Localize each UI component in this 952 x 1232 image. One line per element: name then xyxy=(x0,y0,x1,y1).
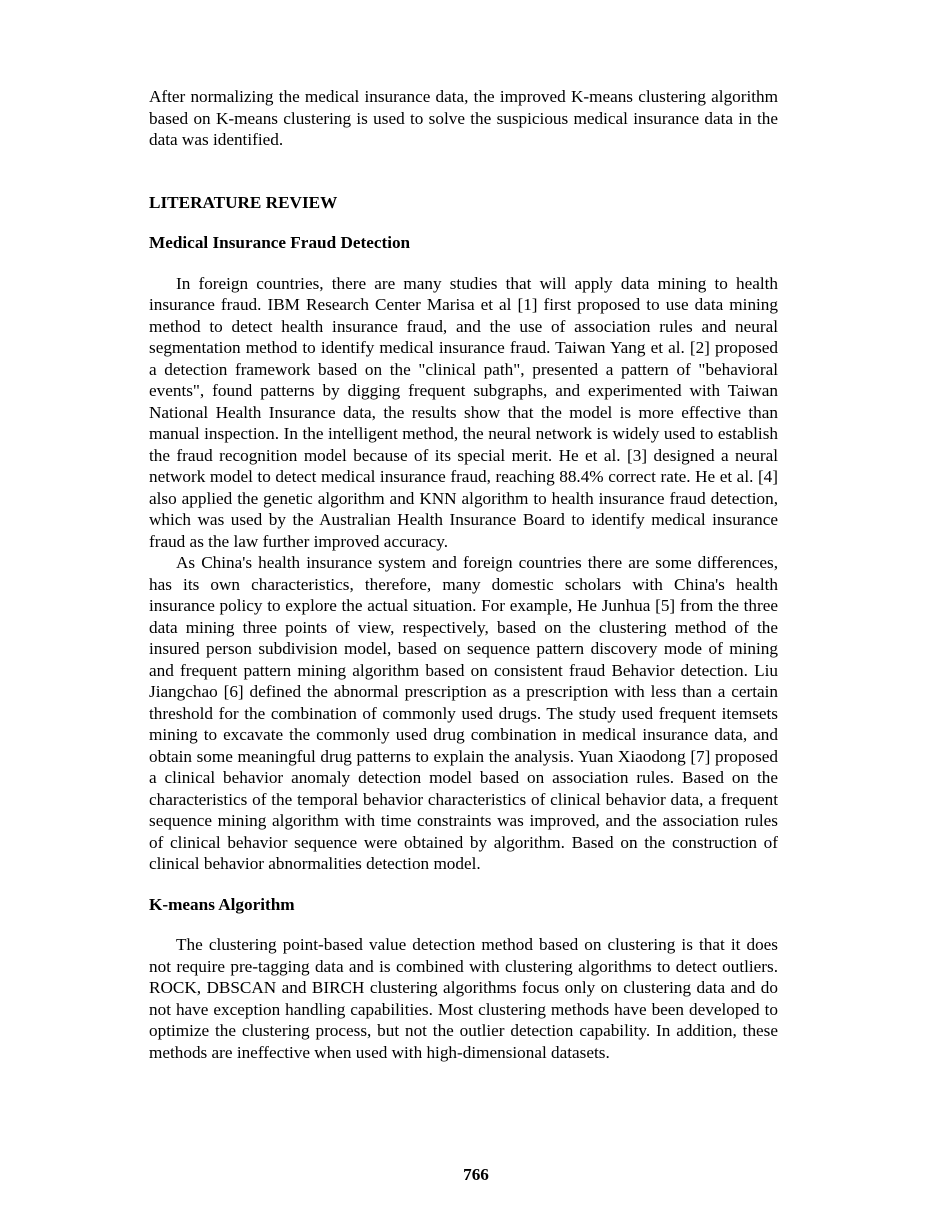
subsection-heading-fraud-detection: Medical Insurance Fraud Detection xyxy=(149,233,411,252)
intro-paragraph: After normalizing the medical insurance data, the improved K-means clustering algorithm based on K-means clustering is used to solve the suspicious medical insurance data in the data was identified. xyxy=(149,87,778,149)
page-number: 766 xyxy=(463,1165,489,1184)
fraud-detection-paragraph-1: In foreign countries, there are many studies that will apply data mining to health insurance fraud. IBM Research Center Marisa et al [1] first proposed to use data mining method to detect health insurance fraud, and the use of association rules and neural segmentation method to identify medical insurance fraud. Taiwan Yang et al. [2] proposed a detection framework based on the "clinical path", presented a pattern of "behavioral events", found patterns by digging frequent subgraphs, and experimented with Taiwan National Health Insurance data, the results show that the model is more effective than manual inspection. In the intelligent method, the neural network is widely used to establish the fraud recognition model because of its special merit. He et al. [3] designed a neural network model to detect medical insurance fraud, reaching 88.4% correct rate. He et al. [4] also applied the genetic algorithm and KNN algorithm to health insurance fraud detection, which was used by the Australian Health Insurance Board to identify medical insurance fraud as the law further improved accuracy. xyxy=(149,273,778,551)
kmeans-paragraph-1: The clustering point-based value detection method based on clustering is that it does not require pre-tagging data and is combined with clustering algorithms to detect outliers. ROCK, DBSCAN and BIRCH clustering algorithms focus only on clustering data and do not have exception handling capabilities. Most clustering methods have been developed to optimize the clustering process, but not the outlier detection capability. In addition, these methods are ineffective when used with high-dimensional datasets. xyxy=(149,935,778,1062)
section-heading-literature-review: LITERATURE REVIEW xyxy=(149,192,338,212)
subsection-heading-kmeans: K-means Algorithm xyxy=(149,894,295,914)
page-body xyxy=(149,86,778,1063)
fraud-detection-paragraph-2: As China's health insurance system and foreign countries there are some differences, has its own characteristics, therefore, many domestic scholars with China's health insurance policy to explore the actual situation. For example, He Junhua [5] from the three data mining three points of view, respectively, based on the clustering method of the insured person subdivision model, based on sequence pattern discovery mode of mining and frequent pattern mining algorithm based on consistent fraud Behavior detection. Liu Jiangchao [6] defined the abnormal prescription as a prescription with less than a certain threshold for the combination of commonly used drugs. The study used frequent itemsets mining to excavate the commonly used drug combination in medical insurance data, and obtain some meaningful drug patterns to explain the analysis. Yuan Xiaodong [7] proposed a clinical behavior anomaly detection model based on association rules. Based on the characteristics of the temporal behavior characteristics of clinical behavior data, a frequent sequence mining algorithm with time constraints was improved, and the association rules of clinical behavior sequence were obtained by algorithm. Based on the construction of clinical behavior abnormalities detection model. xyxy=(149,553,778,873)
